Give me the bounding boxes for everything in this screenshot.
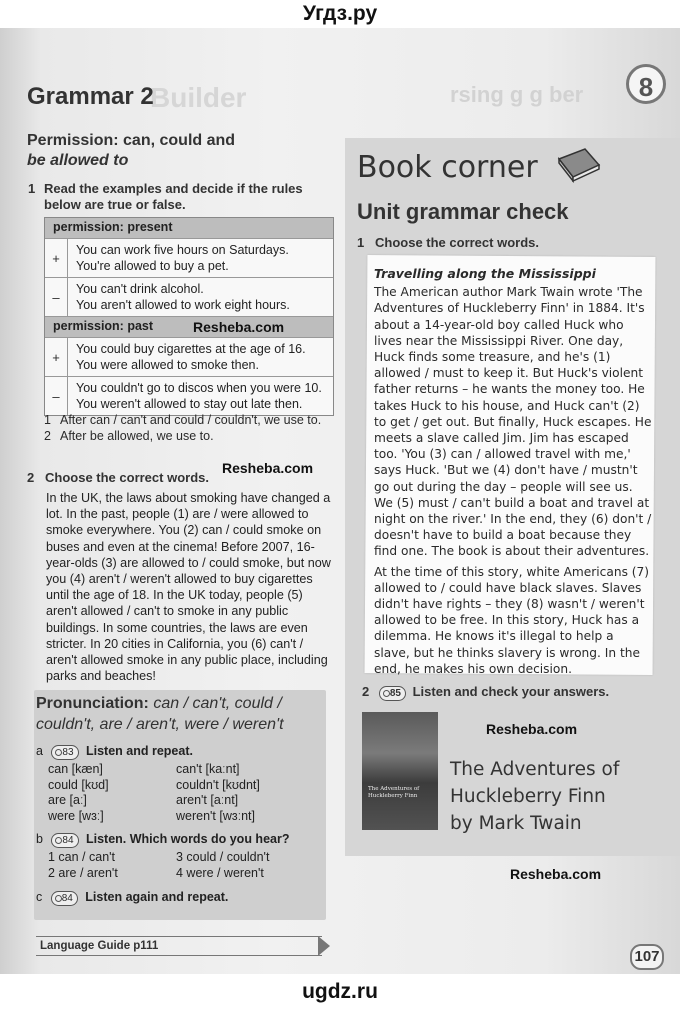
task-instruction: Listen again and repeat. xyxy=(85,890,229,904)
example-sentence: You aren't allowed to work eight hours. xyxy=(76,298,290,312)
table-header-past: permission: past xyxy=(53,319,154,333)
task-a xyxy=(36,742,193,760)
choice-list xyxy=(48,850,318,881)
audio-track-icon[interactable] xyxy=(51,745,78,760)
book-title-line: Huckleberry Finn xyxy=(450,786,606,807)
site-header: Угдз.ру xyxy=(302,2,378,25)
resheba-watermark: Resheba.com xyxy=(193,319,285,335)
grammar-heading-line1: Permission: can, could and xyxy=(27,132,236,149)
resheba-watermark: Resheba.com xyxy=(486,721,578,737)
word-list-right xyxy=(176,762,316,824)
exercise-1-instruction: Read the examples and decide if the rules below are true or false. xyxy=(44,181,303,212)
exercise-2-text: In the UK, the laws about smoking have changed a lot. In the past, people (1) are / were allowed to smoke everywhere. You (2) can / could smoke on buses and even at the cinema! Before 2007, 16-year-olds (3) are allowed to / could smoke, but now you (4) aren't / weren't allowed to buy cigarettes until the age of 18. In the UK today, people (5) aren't allowed / can't to smoke in any public buildings. In some countries, the laws are even stricter. In 20 cities in California, you (6) can't / aren't allowed smoke in any public place, including parks and beaches! xyxy=(46,491,331,684)
site-footer: ugdz.ru xyxy=(302,980,378,1003)
audio-track-icon[interactable] xyxy=(51,833,78,848)
rule-number: 1 xyxy=(44,413,51,427)
exercise-instruction: Choose the correct words. xyxy=(375,235,539,250)
language-guide-link[interactable]: Language Guide p111 xyxy=(36,936,322,956)
task-c xyxy=(36,888,228,906)
table-row xyxy=(45,337,333,376)
example-sentence: You weren't allowed to stay out late then. xyxy=(76,397,303,411)
example-sentence: You're allowed to buy a pet. xyxy=(76,259,229,273)
choice-item: 3 could / couldn't xyxy=(176,850,270,864)
task-label: c xyxy=(36,890,43,904)
plus-sign: + xyxy=(45,239,68,277)
choice-item: 1 can / can't xyxy=(48,850,116,864)
exercise-2-number: 2 xyxy=(27,470,35,485)
minus-sign: – xyxy=(45,377,68,415)
unit-number-badge: 8 xyxy=(626,64,666,104)
exercise-number: 2 xyxy=(362,684,370,699)
book-cover-title: The Adventures of Huckleberry Finn xyxy=(368,786,420,799)
table-row xyxy=(45,277,333,316)
table-cell xyxy=(68,278,298,316)
story-paragraph: At the time of this story, white Americans (7) allowed to / could have black slaves. Slaves didn't have rights – they (8) wasn't / weren't allowed to be free. In this story, Huck has a dilemma. He knows it's illegal to help a slave, but he thinks slavery is wrong. In the end, he makes his own decision. xyxy=(374,564,650,676)
table-row xyxy=(45,238,333,277)
story-title: Travelling along the Mississippi xyxy=(374,266,596,281)
table-header-present: permission: present xyxy=(45,218,333,238)
rule-item xyxy=(44,428,334,444)
table-cell xyxy=(68,239,297,277)
track-number: 85 xyxy=(389,688,401,699)
book-title xyxy=(450,756,650,837)
rule-number: 2 xyxy=(44,429,51,443)
task-instruction: Listen. Which words do you hear? xyxy=(85,832,290,846)
book-cover-image xyxy=(362,712,438,830)
word-item: were [wɜː] xyxy=(48,808,104,823)
exercise-2-instruction: Choose the correct words. xyxy=(45,470,209,485)
rules-table xyxy=(44,217,334,416)
unit-grammar-check-title: Unit grammar check xyxy=(357,199,569,224)
task-label: a xyxy=(36,744,43,758)
plus-sign: + xyxy=(45,338,68,376)
grammar-heading xyxy=(27,131,327,171)
exercise-number: 1 xyxy=(357,235,365,250)
word-item: could [kʊd] xyxy=(48,777,109,792)
track-number: 84 xyxy=(62,835,74,846)
audio-track-icon[interactable] xyxy=(379,686,406,701)
table-cell xyxy=(68,377,330,415)
word-item: can [kæn] xyxy=(48,762,103,776)
grammar-heading-line2: be allowed to xyxy=(27,152,129,169)
resheba-watermark: Resheba.com xyxy=(510,866,602,882)
arrow-right-icon xyxy=(318,936,330,956)
story-text xyxy=(374,266,652,677)
book-title-line: The Adventures of xyxy=(450,759,620,780)
example-sentence: You could buy cigarettes at the age of 16. xyxy=(76,342,306,356)
page-number: 107 xyxy=(630,944,664,970)
rules-list xyxy=(44,412,334,444)
resheba-watermark: Resheba.com xyxy=(222,460,314,476)
exercise-1 xyxy=(28,181,338,213)
example-sentence: You can't drink alcohol. xyxy=(76,282,204,296)
word-list-left xyxy=(48,762,168,824)
track-number: 84 xyxy=(61,893,73,904)
exercise-1-number: 1 xyxy=(28,181,36,196)
exercise-instruction: Listen and check your answers. xyxy=(412,684,610,699)
example-sentence: You can work five hours on Saturdays. xyxy=(76,243,289,257)
choice-item: 4 were / weren't xyxy=(176,865,264,880)
audio-track-icon[interactable] xyxy=(51,891,78,906)
pronunciation-title-words: can / can't, could / couldn't, are / aren't, were / weren't xyxy=(36,695,284,733)
task-label: b xyxy=(36,832,43,846)
pronunciation-title xyxy=(36,693,326,735)
book-corner-title: Book corner xyxy=(357,150,538,185)
watermark-right: rsing g g ber xyxy=(450,82,584,107)
word-item: aren't [aːnt] xyxy=(176,793,239,807)
track-number: 83 xyxy=(62,747,74,758)
table-row xyxy=(45,376,333,415)
word-item: are [aː] xyxy=(48,793,87,807)
example-sentence: You were allowed to smoke then. xyxy=(76,358,259,372)
book-icon xyxy=(555,145,603,185)
book-author: by Mark Twain xyxy=(450,813,582,834)
choice-item: 2 are / aren't xyxy=(48,865,118,880)
table-header-past-row xyxy=(45,316,333,337)
minus-sign: – xyxy=(45,278,68,316)
rule-item xyxy=(44,412,334,428)
task-instruction: Listen and repeat. xyxy=(85,744,193,758)
pronunciation-title-bold: Pronunciation: xyxy=(36,695,149,712)
word-item: couldn't [kʊdnt] xyxy=(176,777,260,792)
book-exercise-2 xyxy=(362,684,609,701)
rule-text: After can / can't and could / couldn't, we use to. xyxy=(60,413,322,427)
grammar-title: Grammar 2 xyxy=(27,83,154,110)
watermark-left: Builder xyxy=(150,82,247,113)
task-b xyxy=(36,830,289,848)
table-cell xyxy=(68,338,314,376)
word-item: weren't [wɜːnt] xyxy=(176,808,255,823)
word-item: can't [kaːnt] xyxy=(176,762,240,776)
example-sentence: You couldn't go to discos when you were 10. xyxy=(76,381,322,395)
story-paragraph: The American author Mark Twain wrote 'The Adventures of Huckleberry Finn' in 1884. It's about a 14-year-old boy called Huck who lives near the Mississippi River. One day, Huck finds some treasure, and he's (1) allowed / must to keep it. But Huck's violent father returns – he wants the money too. He takes Huck to his house, and Huck can't (2) to get / get out. But finally, Huck escapes. He meets a slave called Jim. Jim has escaped too. 'You (3) can / allowed travel with me,' says Huck. 'But we (4) don't have / mustn't go out during the day – people will see us. We (5) must / can't build a boat and travel at night on the river.' In the end, they (6) don't / doesn't have to build a boat because they find one. The book is about their adventures. xyxy=(374,285,652,559)
rule-text: After be allowed, we use to. xyxy=(60,429,214,443)
book-exercise-1 xyxy=(357,235,539,250)
